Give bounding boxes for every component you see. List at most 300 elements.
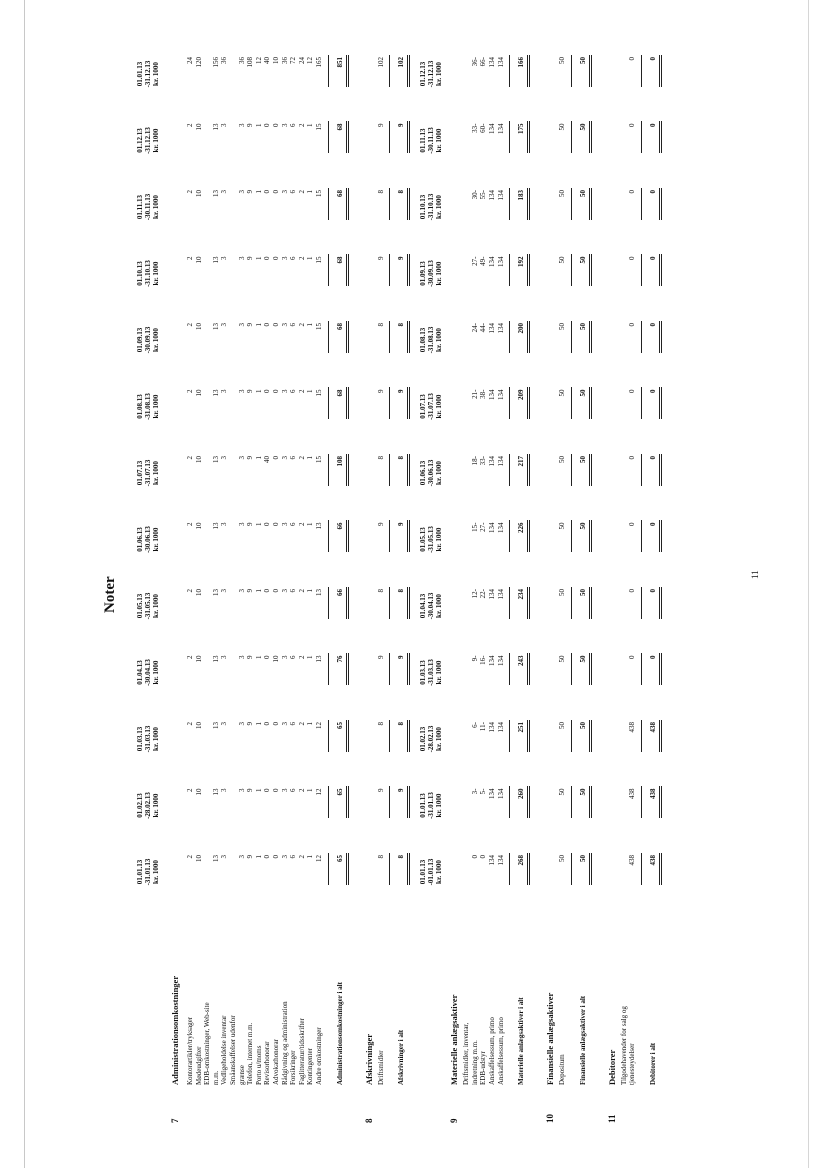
cell-value: 3 bbox=[280, 323, 289, 327]
cell-value: 9 bbox=[376, 788, 385, 792]
total-value: 9 bbox=[397, 655, 406, 659]
row-label: Driftsmidler, inventar, bbox=[462, 1022, 471, 1085]
total-double-rule bbox=[407, 787, 410, 819]
cell-value: 0 bbox=[470, 855, 479, 859]
cell-value: 13 bbox=[315, 522, 323, 530]
subtotal-rule bbox=[641, 454, 642, 486]
cell-value: 12 bbox=[315, 722, 323, 729]
cell-value: 36 bbox=[280, 57, 289, 64]
cell-value: 134 bbox=[496, 522, 505, 533]
cell-value: 3 bbox=[237, 589, 246, 593]
cell-value: 50 bbox=[558, 788, 567, 796]
cell-value: 13 bbox=[211, 323, 220, 330]
cell-value: 50 bbox=[558, 123, 567, 131]
row-label: Driftsmidler bbox=[376, 1050, 385, 1085]
subtotal-rule bbox=[571, 853, 572, 885]
total-value: 0 bbox=[649, 123, 657, 127]
cell-value: 3 bbox=[220, 190, 229, 194]
subtotal-rule bbox=[571, 388, 572, 420]
cell-value: 40 bbox=[263, 456, 272, 463]
total-double-rule bbox=[659, 787, 662, 819]
subtotal-rule bbox=[328, 521, 329, 553]
cell-value: 0 bbox=[628, 323, 637, 327]
total-double-rule bbox=[346, 188, 349, 220]
cell-value: 3 bbox=[280, 522, 289, 526]
cell-value: 9 bbox=[246, 256, 255, 260]
cell-value: 2 bbox=[297, 256, 306, 260]
cell-value: 27- bbox=[470, 256, 479, 266]
cell-value: 6 bbox=[289, 190, 298, 194]
total-value: 76 bbox=[335, 655, 344, 663]
row-label: Revisorhonorar bbox=[263, 1041, 272, 1085]
total-double-rule bbox=[589, 188, 592, 220]
cell-value: 6- bbox=[470, 722, 479, 728]
cell-value: 12 bbox=[315, 788, 323, 796]
cell-value: 3 bbox=[280, 855, 289, 859]
column-header: 01.08.13 -31.08.13 kr. 1000 bbox=[419, 326, 444, 354]
cell-value: 50 bbox=[558, 57, 567, 64]
cell-value: 1 bbox=[306, 256, 315, 260]
subtotal-rule bbox=[389, 787, 390, 819]
total-label: Afskrivninger i alt bbox=[397, 1029, 406, 1085]
total-double-rule bbox=[589, 521, 592, 553]
section-number: 9 bbox=[449, 1118, 460, 1123]
total-value: 166 bbox=[517, 57, 526, 68]
cell-value: 9 bbox=[246, 788, 255, 792]
subtotal-rule bbox=[641, 122, 642, 154]
total-double-rule bbox=[659, 55, 662, 87]
column-header: 01.03.13 -31.03.13 kr. 1000 bbox=[136, 725, 160, 753]
subtotal-rule bbox=[328, 188, 329, 220]
subtotal-rule bbox=[389, 255, 390, 287]
cell-value: 1 bbox=[254, 190, 263, 194]
cell-value: 15 bbox=[315, 323, 323, 330]
column-header: 01.10.13 -31.10.13 kr. 1000 bbox=[136, 260, 160, 287]
cell-value: 134 bbox=[496, 456, 505, 467]
cell-value: 10 bbox=[194, 190, 203, 197]
total-double-rule bbox=[407, 255, 410, 287]
section-title: Afskrivninger bbox=[363, 1034, 374, 1085]
subtotal-rule bbox=[571, 587, 572, 619]
subtotal-rule bbox=[641, 55, 642, 87]
subtotal-rule bbox=[571, 188, 572, 220]
cell-value: 0 bbox=[272, 855, 280, 859]
total-value: 50 bbox=[578, 123, 587, 131]
subtotal-rule bbox=[509, 587, 510, 619]
cell-value: 8 bbox=[376, 456, 385, 460]
column-header: 01.02.13 -28.02.13 kr. 1000 bbox=[136, 792, 160, 819]
section-number: 10 bbox=[545, 1114, 556, 1123]
section-title: Materielle anlægsaktiver bbox=[449, 994, 460, 1085]
cell-value: 1 bbox=[306, 123, 315, 127]
cell-value: 1 bbox=[306, 722, 315, 726]
column-header: 01.09.13 -30.09.13 kr. 1000 bbox=[419, 260, 444, 287]
cell-value: 0 bbox=[272, 456, 280, 460]
cell-value: 0 bbox=[263, 855, 272, 859]
subtotal-rule bbox=[389, 521, 390, 553]
cell-value: 134 bbox=[496, 655, 505, 666]
subtotal-rule bbox=[328, 654, 329, 686]
cell-value: 134 bbox=[488, 788, 496, 799]
cell-value: 134 bbox=[488, 57, 496, 68]
cell-value: 2 bbox=[186, 389, 194, 393]
cell-value: 0 bbox=[272, 190, 280, 194]
cell-value: 2 bbox=[297, 389, 306, 393]
cell-value: 9 bbox=[246, 123, 255, 127]
cell-value: 24 bbox=[297, 57, 306, 64]
subtotal-rule bbox=[328, 587, 329, 619]
column-header: 01.10.13 -31.10.13 kr. 1000 bbox=[419, 193, 444, 221]
cell-value: 9 bbox=[376, 522, 385, 526]
subtotal-rule bbox=[328, 255, 329, 287]
cell-value: 8 bbox=[376, 855, 385, 859]
cell-value: 438 bbox=[628, 722, 637, 733]
cell-value: 0 bbox=[272, 389, 280, 393]
total-double-rule bbox=[589, 654, 592, 686]
cell-value: 3 bbox=[280, 456, 289, 460]
cell-value: 6 bbox=[289, 256, 298, 260]
cell-value: 50 bbox=[558, 655, 567, 663]
column-header: 01.04.13 -30.04.13 kr. 1000 bbox=[136, 659, 160, 686]
cell-value: 134 bbox=[496, 589, 505, 600]
cell-value: 3 bbox=[280, 788, 289, 792]
total-value: 108 bbox=[335, 456, 344, 467]
cell-value: 0 bbox=[628, 256, 637, 260]
column-header: 01.01.13 -31.12.13 kr. 1000 bbox=[136, 60, 160, 88]
cell-value: 134 bbox=[496, 256, 505, 267]
total-double-rule bbox=[346, 122, 349, 154]
cell-value: 72 bbox=[289, 57, 298, 64]
section-number: 7 bbox=[170, 1118, 180, 1123]
cell-value: 3 bbox=[237, 323, 246, 327]
cell-value: 13 bbox=[211, 722, 220, 729]
cell-value: 9 bbox=[376, 389, 385, 393]
row-label: EDB-udstyr bbox=[479, 1051, 488, 1085]
cell-value: 120 bbox=[194, 57, 203, 68]
subtotal-rule bbox=[509, 55, 510, 87]
row-label: Faglitteratur/tidsskrifter bbox=[297, 1018, 306, 1085]
cell-value: 3 bbox=[220, 655, 229, 659]
cell-value: 3 bbox=[280, 256, 289, 260]
subtotal-rule bbox=[571, 255, 572, 287]
cell-value: 3 bbox=[237, 123, 246, 127]
cell-value: 9 bbox=[376, 655, 385, 659]
subtotal-rule bbox=[389, 122, 390, 154]
total-value: 8 bbox=[397, 589, 406, 593]
cell-value: 10 bbox=[272, 57, 280, 64]
cell-value: 10 bbox=[194, 655, 203, 663]
total-double-rule bbox=[527, 454, 530, 486]
cell-value: 3 bbox=[220, 722, 229, 726]
cell-value: 10 bbox=[194, 389, 203, 397]
cell-value: 134 bbox=[496, 123, 505, 134]
total-double-rule bbox=[346, 587, 349, 619]
cell-value: 0 bbox=[263, 788, 272, 792]
cell-value: 50 bbox=[558, 323, 567, 330]
cell-value: 15 bbox=[315, 456, 323, 463]
cell-value: 0 bbox=[263, 190, 272, 194]
subtotal-rule bbox=[389, 654, 390, 686]
total-double-rule bbox=[659, 122, 662, 154]
cell-value: 3 bbox=[237, 190, 246, 194]
cell-value: 2 bbox=[186, 123, 194, 127]
subtotal-rule bbox=[328, 321, 329, 353]
cell-value: 50 bbox=[558, 389, 567, 397]
subtotal-rule bbox=[389, 388, 390, 420]
total-value: 0 bbox=[649, 522, 657, 526]
column-header: 01.05.13 -31.05.13 kr. 1000 bbox=[136, 592, 160, 620]
cell-value: 0 bbox=[628, 389, 637, 393]
cell-value: 0 bbox=[263, 589, 272, 593]
column-header: 01.06.13 -30.06.13 kr. 1000 bbox=[419, 459, 444, 487]
total-value: 0 bbox=[649, 456, 657, 460]
total-value: 50 bbox=[578, 722, 587, 729]
total-value: 234 bbox=[517, 589, 526, 600]
column-header: 01.01.13 -01.01.13 kr. 1000 bbox=[419, 858, 444, 886]
subtotal-rule bbox=[641, 321, 642, 353]
total-value: 192 bbox=[517, 256, 526, 267]
cell-value: 2 bbox=[297, 190, 306, 194]
total-double-rule bbox=[346, 388, 349, 420]
cell-value: 15- bbox=[470, 522, 479, 532]
total-value: 0 bbox=[649, 389, 657, 393]
cell-value: 2 bbox=[297, 855, 306, 859]
row-label: Anskaffelsessum, primo bbox=[496, 1017, 505, 1085]
cell-value: 0 bbox=[272, 123, 280, 127]
total-double-rule bbox=[527, 853, 530, 885]
cell-value: 3 bbox=[237, 788, 246, 792]
cell-value: 13 bbox=[211, 655, 220, 663]
section-number: 8 bbox=[363, 1118, 374, 1123]
cell-value: 134 bbox=[496, 855, 505, 866]
cell-value: 3 bbox=[280, 722, 289, 726]
total-double-rule bbox=[589, 454, 592, 486]
cell-value: 8 bbox=[376, 722, 385, 726]
column-header: 01.06.13 -30.06.13 kr. 1000 bbox=[136, 526, 160, 553]
cell-value: 3 bbox=[280, 589, 289, 593]
subtotal-rule bbox=[509, 787, 510, 819]
cell-value: 13 bbox=[211, 123, 220, 131]
subtotal-rule bbox=[509, 122, 510, 154]
cell-value: 0 bbox=[628, 522, 637, 526]
subtotal-rule bbox=[389, 188, 390, 220]
row-label: Forsikringer bbox=[289, 1050, 298, 1085]
cell-value: 0 bbox=[272, 589, 280, 593]
cell-value: 1 bbox=[254, 788, 263, 792]
total-double-rule bbox=[659, 654, 662, 686]
cell-value: 1 bbox=[306, 456, 315, 460]
total-double-rule bbox=[527, 787, 530, 819]
cell-value: 33- bbox=[479, 456, 488, 466]
total-label: Finansielle anlægsaktiver i alt bbox=[578, 995, 587, 1085]
total-value: 8 bbox=[397, 323, 406, 327]
cell-value: 13 bbox=[211, 190, 220, 197]
cell-value: 10 bbox=[194, 788, 203, 796]
cell-value: 3 bbox=[237, 655, 246, 659]
cell-value: 10 bbox=[194, 522, 203, 530]
cell-value: 9 bbox=[246, 522, 255, 526]
cell-value: 15 bbox=[315, 123, 323, 131]
cell-value: 3 bbox=[237, 722, 246, 726]
total-value: 66 bbox=[335, 522, 344, 530]
cell-value: 36 bbox=[220, 57, 229, 64]
page-number: 11 bbox=[750, 570, 760, 579]
cell-value: 1 bbox=[306, 389, 315, 393]
column-header: 01.04.13 -30.04.13 kr. 1000 bbox=[419, 592, 444, 620]
subtotal-rule bbox=[509, 654, 510, 686]
row-label: Rådgivning og administration bbox=[280, 1001, 289, 1085]
total-double-rule bbox=[527, 188, 530, 220]
cell-value: 2 bbox=[186, 256, 194, 260]
total-double-rule bbox=[407, 454, 410, 486]
cell-value: 0 bbox=[272, 256, 280, 260]
cell-value: 13 bbox=[211, 589, 220, 596]
total-double-rule bbox=[346, 853, 349, 885]
cell-value: 3 bbox=[237, 855, 246, 859]
cell-value: 50 bbox=[558, 589, 567, 596]
total-double-rule bbox=[407, 521, 410, 553]
total-double-rule bbox=[527, 55, 530, 87]
column-header: 01.03.13 -31.03.13 kr. 1000 bbox=[419, 659, 444, 686]
cell-value: 0 bbox=[628, 190, 637, 194]
total-double-rule bbox=[589, 122, 592, 154]
total-double-rule bbox=[659, 321, 662, 353]
cell-value: 9 bbox=[246, 722, 255, 726]
row-label: Vedligeholdelse inventar bbox=[220, 1015, 229, 1085]
cell-value: 102 bbox=[376, 57, 385, 68]
row-label: indretning m.m. bbox=[470, 1040, 479, 1085]
cell-value: 3 bbox=[237, 256, 246, 260]
total-value: 851 bbox=[335, 57, 344, 68]
cell-value: 12- bbox=[470, 589, 479, 599]
total-value: 65 bbox=[335, 788, 344, 796]
cell-value: 30- bbox=[470, 190, 479, 200]
cell-value: 1 bbox=[254, 323, 263, 327]
total-double-rule bbox=[346, 521, 349, 553]
cell-value: 2 bbox=[297, 589, 306, 593]
subtotal-rule bbox=[509, 255, 510, 287]
total-value: 102 bbox=[397, 57, 406, 68]
cell-value: 0 bbox=[263, 722, 272, 726]
total-double-rule bbox=[527, 255, 530, 287]
cell-value: 15 bbox=[315, 389, 323, 397]
row-label: Advokathonorar bbox=[272, 1039, 280, 1085]
total-double-rule bbox=[346, 787, 349, 819]
total-value: 200 bbox=[517, 323, 526, 334]
total-value: 9 bbox=[397, 123, 406, 127]
subtotal-rule bbox=[328, 388, 329, 420]
cell-value: 0 bbox=[263, 256, 272, 260]
section-title: Finansielle anlægsaktiver bbox=[545, 992, 556, 1085]
total-double-rule bbox=[659, 454, 662, 486]
cell-value: 165 bbox=[315, 57, 323, 68]
cell-value: 3 bbox=[280, 655, 289, 659]
cell-value: 1 bbox=[254, 256, 263, 260]
subtotal-rule bbox=[571, 787, 572, 819]
total-value: 183 bbox=[517, 190, 526, 201]
subtotal-rule bbox=[641, 654, 642, 686]
cell-value: 36- bbox=[470, 57, 479, 67]
total-double-rule bbox=[346, 454, 349, 486]
total-double-rule bbox=[527, 321, 530, 353]
cell-value: 8 bbox=[376, 190, 385, 194]
subtotal-rule bbox=[389, 853, 390, 885]
column-header: 01.12.13 -31.12.13 kr. 1000 bbox=[419, 60, 444, 88]
cell-value: 0 bbox=[263, 522, 272, 526]
row-label: EDB-omkostninger, Web-site bbox=[203, 1002, 212, 1085]
cell-value: 10 bbox=[194, 123, 203, 131]
total-value: 217 bbox=[517, 456, 526, 467]
cell-value: 8 bbox=[376, 589, 385, 593]
cell-value: 134 bbox=[488, 323, 496, 334]
subtotal-rule bbox=[571, 321, 572, 353]
column-header: 01.11.13 -30.11.13 kr. 1000 bbox=[419, 127, 444, 154]
cell-value: 6 bbox=[289, 722, 298, 726]
cell-value: 1 bbox=[306, 323, 315, 327]
cell-value: 24 bbox=[186, 57, 194, 64]
cell-value: 13 bbox=[211, 389, 220, 397]
column-header: 01.12.13 -31.12.13 kr. 1000 bbox=[136, 127, 160, 154]
total-double-rule bbox=[527, 654, 530, 686]
cell-value: 9 bbox=[246, 655, 255, 659]
cell-value: 12 bbox=[306, 57, 315, 64]
cell-value: 3 bbox=[220, 123, 229, 127]
total-value: 50 bbox=[578, 389, 587, 397]
total-value: 9 bbox=[397, 389, 406, 393]
cell-value: 5- bbox=[479, 788, 488, 795]
rotated-page bbox=[100, 25, 800, 1145]
total-value: 209 bbox=[517, 389, 526, 400]
cell-value: 40 bbox=[263, 57, 272, 64]
total-double-rule bbox=[407, 853, 410, 885]
total-double-rule bbox=[346, 255, 349, 287]
total-double-rule bbox=[346, 321, 349, 353]
cell-value: 9- bbox=[470, 655, 479, 662]
cell-value: 0 bbox=[263, 323, 272, 327]
cell-value: 10 bbox=[194, 456, 203, 463]
total-double-rule bbox=[407, 587, 410, 619]
total-double-rule bbox=[589, 255, 592, 287]
cell-value: 13 bbox=[211, 522, 220, 530]
total-value: 8 bbox=[397, 855, 406, 859]
total-value: 50 bbox=[578, 323, 587, 330]
cell-value: 13 bbox=[315, 655, 323, 663]
cell-value: 1 bbox=[306, 788, 315, 792]
cell-value: 1 bbox=[254, 722, 263, 726]
cell-value: 2 bbox=[297, 323, 306, 327]
cell-value: 13 bbox=[315, 589, 323, 596]
column-header: 01.07.13 -31.07.13 kr. 1000 bbox=[419, 393, 444, 420]
total-value: 68 bbox=[335, 323, 344, 330]
total-value: 438 bbox=[649, 855, 657, 866]
row-label: Tilgodehavender for salg og bbox=[619, 1006, 628, 1085]
total-value: 50 bbox=[578, 522, 587, 530]
cell-value: 3- bbox=[470, 788, 479, 795]
cell-value: 134 bbox=[496, 788, 505, 799]
cell-value: 2 bbox=[186, 522, 194, 526]
cell-value: 6 bbox=[289, 522, 298, 526]
cell-value: 3 bbox=[237, 389, 246, 393]
column-header: 01.01.13 -31.01.13 kr. 1000 bbox=[136, 858, 160, 886]
section-number: 11 bbox=[606, 1114, 617, 1123]
column-header: 01.08.13 -31.08.13 kr. 1000 bbox=[136, 393, 160, 420]
cell-value: 6 bbox=[289, 655, 298, 659]
cell-value: 1 bbox=[254, 456, 263, 460]
subtotal-rule bbox=[571, 454, 572, 486]
cell-value: 22- bbox=[479, 589, 488, 599]
total-value: 243 bbox=[517, 655, 526, 666]
cell-value: 3 bbox=[220, 323, 229, 327]
